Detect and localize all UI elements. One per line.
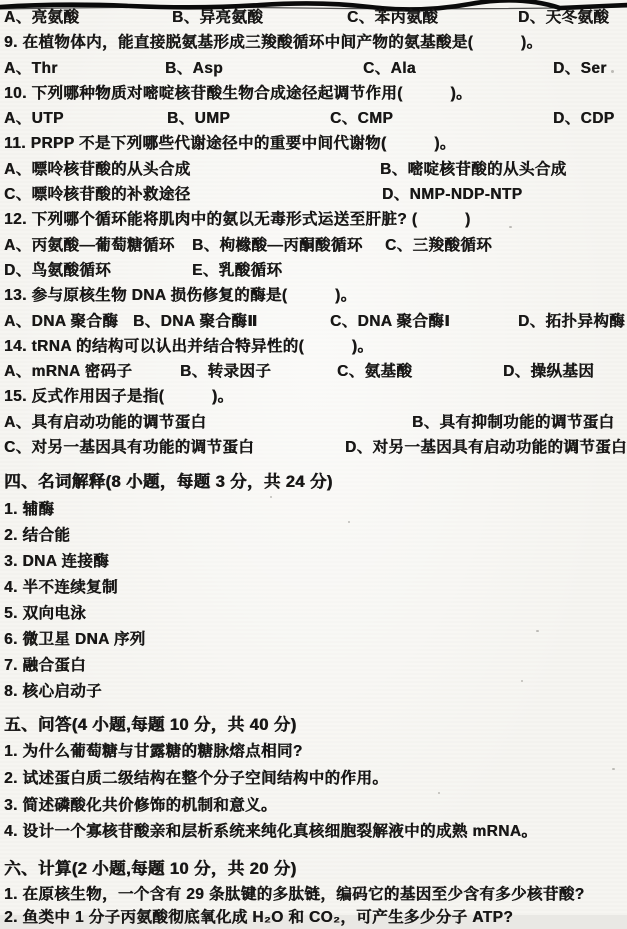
section-heading: 四、名词解释(8 小题，每题 3 分，共 24 分) [4, 473, 333, 492]
option-cell: E、乳酸循环 [192, 261, 283, 279]
scan-speck [536, 630, 539, 632]
option-cell: A、DNA 聚合酶 [4, 312, 119, 330]
section-heading: 五、问答(4 小题,每题 10 分，共 40 分) [4, 716, 297, 735]
option-cell: A、Thr [4, 59, 58, 77]
question-line: 4. 设计一个寡核苷酸亲和层析系统来纯化真核细胞裂解液中的成熟 mRNA。 [4, 823, 538, 841]
option-cell: C、DNA 聚合酶Ⅰ [330, 312, 451, 330]
question-line: 1. 辅酶 [4, 501, 55, 519]
option-cell: D、天冬氨酸 [518, 9, 610, 26]
question-line: 4. 半不连续复制 [4, 579, 118, 597]
question-line: 9. 在植物体内，能直接脱氨基形成三羧酸循环中间产物的氨基酸是( )。 [4, 34, 543, 52]
option-cell: B、UMP [167, 110, 231, 128]
question-line: 15. 反式作用因子是指( )。 [4, 388, 234, 406]
option-cell: D、CDP [553, 110, 615, 128]
question-line: 13. 参与原核生物 DNA 损伤修复的酶是( )。 [4, 287, 357, 305]
options-row [0, 435, 627, 460]
option-cell: C、苯丙氨酸 [347, 9, 439, 26]
section-gap [0, 846, 627, 856]
option-cell: A、UTP [4, 110, 64, 128]
options-row [0, 157, 627, 182]
option-cell: A、嘌呤核苷酸的从头合成 [4, 160, 191, 178]
section-heading: 六、计算(2 小题,每题 10 分，共 20 分) [4, 859, 297, 878]
question-line: 11. PRPP 不是下列哪些代谢途径中的重要中间代谢物( )。 [4, 135, 456, 153]
scan-speck [521, 680, 523, 682]
option-cell: B、Asp [165, 59, 223, 77]
question-line: 5. 双向电泳 [4, 605, 87, 623]
option-cell: B、DNA 聚合酶Ⅱ [133, 312, 258, 330]
question-line: 10. 下列哪种物质对嘧啶核苷酸生物合成途径起调节作用( )。 [4, 84, 472, 102]
option-cell: D、拓扑异构酶 [518, 312, 625, 330]
option-cell: A、mRNA 密码子 [4, 363, 133, 381]
option-cell: D、NMP-NDP-NTP [382, 186, 523, 204]
options-row [0, 106, 627, 131]
document-body [0, 5, 627, 929]
option-cell: C、三羧酸循环 [385, 236, 492, 254]
option-cell: B、枸橼酸—丙酮酸循环 [192, 236, 363, 254]
option-cell: D、对另一基因具有启动功能的调节蛋白 [345, 439, 627, 457]
option-cell: C、对另一基因具有功能的调节蛋白 [4, 439, 255, 457]
scan-speck [509, 226, 512, 228]
question-line: 14. tRNA 的结构可以认出并结合特异性的( )。 [4, 337, 374, 355]
question-line: 2. 结合能 [4, 527, 71, 545]
scan-speck [348, 521, 350, 523]
options-row [0, 5, 627, 30]
option-cell: B、转录因子 [180, 363, 272, 381]
option-cell: C、氨基酸 [337, 363, 413, 381]
question-line: 2. 试述蛋白质二级结构在整个分子空间结构中的作用。 [4, 769, 389, 787]
option-cell: C、CMP [330, 110, 394, 128]
question-line: 2. 鱼类中 1 分子丙氨酸彻底氧化成 H₂O 和 CO₂，可产生多少分子 ATP? [4, 908, 514, 926]
option-cell: D、Ser [553, 59, 607, 77]
scan-speck [612, 768, 615, 770]
question-line: 1. 在原核生物，一个含有 29 条肽键的多肽链，编码它的基因至少含有多少核苷酸? [4, 885, 585, 903]
question-line: 1. 为什么葡萄糖与甘露糖的糖脉熔点相同? [4, 743, 303, 761]
option-cell: A、具有启动功能的调节蛋白 [4, 413, 207, 431]
options-row [0, 233, 627, 258]
question-line: 6. 微卫星 DNA 序列 [4, 631, 146, 649]
scan-speck [611, 70, 614, 73]
question-line: 12. 下列哪个循环能将肌肉中的氨以无毒形式运送至肝脏? ( ) [4, 211, 471, 229]
question-line: 3. DNA 连接酶 [4, 553, 110, 571]
option-cell: D、操纵基因 [503, 363, 595, 381]
option-cell: C、嘌呤核苷酸的补救途径 [4, 186, 191, 204]
options-row [0, 309, 627, 334]
option-cell: A、丙氨酸—葡萄糖循环 [4, 236, 175, 254]
scan-speck [438, 792, 440, 794]
question-line: 7. 融合蛋白 [4, 657, 87, 675]
option-cell: C、Ala [363, 59, 416, 77]
option-cell: B、嘧啶核苷酸的从头合成 [380, 160, 567, 178]
options-row [0, 56, 627, 81]
options-row [0, 359, 627, 384]
options-row [0, 410, 627, 435]
options-row [0, 182, 627, 207]
options-row [0, 258, 627, 283]
question-line: 8. 核心启动子 [4, 683, 102, 701]
section-gap [0, 460, 627, 468]
option-cell: D、鸟氨酸循环 [4, 261, 111, 279]
question-line: 3. 简述磷酸化共价修饰的机制和意义。 [4, 796, 277, 814]
option-cell: B、具有抑制功能的调节蛋白 [412, 413, 615, 431]
option-cell: A、亮氨酸 [4, 9, 80, 26]
scan-speck [270, 496, 272, 498]
option-cell: B、异亮氨酸 [172, 9, 264, 26]
